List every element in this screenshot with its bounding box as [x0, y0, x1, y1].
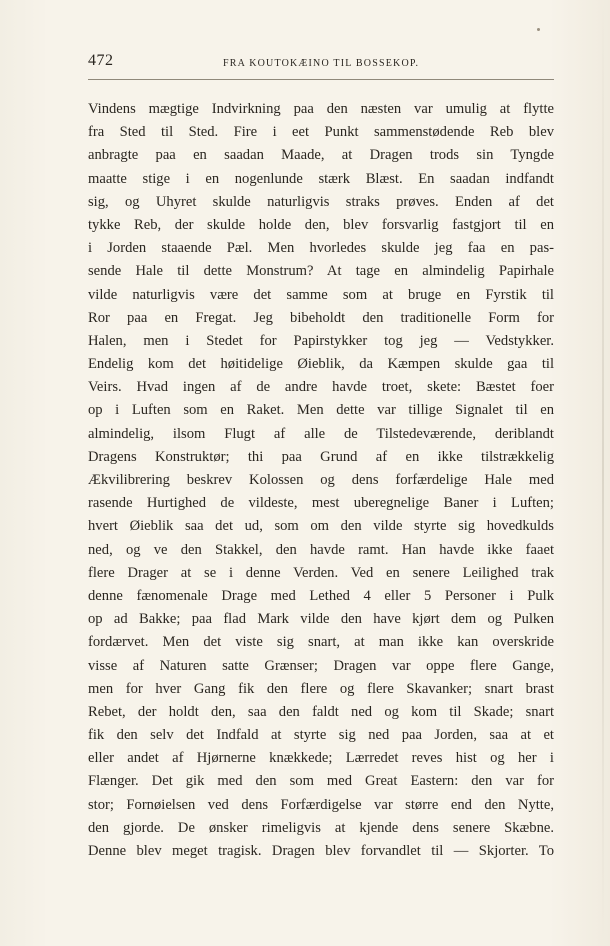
text-line: maatte stige i en nogenlunde stærk Blæst. En saadan indfandt	[88, 170, 554, 187]
text-line: anbragte paa en saadan Maade, at Dragen trods sin Tyngde	[88, 147, 554, 164]
text-line: Halen, men i Stedet for Papirstykker tog jeg — Vedstykker.	[88, 332, 554, 349]
text-line: fik den selv det Indfald at styrte sig ned paa Jorden, saa at et	[88, 727, 554, 744]
text-line: Dragens Konstruktør; thi paa Grund af en ikke tilstrækkelig	[88, 448, 554, 465]
text-line: rasende Hurtighed de vildeste, mest uberegnelige Baner i Luften;	[88, 495, 554, 512]
text-line: vilde naturligvis være det samme som at bruge en Fyrstik til	[88, 286, 554, 303]
page-edge-shadow	[602, 0, 604, 946]
text-line: Veirs. Hvad ingen af de andre havde troet, skete: Bæstet foer	[88, 379, 554, 396]
header-rule	[88, 79, 554, 80]
text-line: eller andet af Hjørnerne knækkede; Lærredet reves hist og her i	[88, 750, 554, 767]
text-line: fordærvet. Men det viste sig snart, at man ikke kan overskride	[88, 634, 554, 651]
text-line: almindelig, ilsom Flugt af alle de Tilstedeværende, deriblandt	[88, 425, 554, 442]
text-line: op i Luften som en Raket. Men dette var tillige Signalet til en	[88, 402, 554, 419]
text-line: visse af Naturen satte Grænser; Dragen var oppe flere Gange,	[88, 657, 554, 674]
text-line: stor; Fornøielsen ved dens Forfærdigelse var større end den Nytte,	[88, 796, 554, 813]
page-header	[88, 52, 554, 74]
text-line: Flænger. Det gik med den som med Great Eastern: den var for	[88, 773, 554, 790]
text-line: sig, og Uhyret skulde naturligvis straks prøves. Enden af det	[88, 193, 554, 210]
text-line: fra Sted til Sted. Fire i eet Punkt sammenstødende Reb blev	[88, 124, 554, 141]
text-line: Ækvilibrering beskrev Kolossen og dens forfærdelige Hale med	[88, 472, 554, 488]
text-line: Vindens mægtige Indvirkning paa den næsten var umulig at flytte	[88, 101, 554, 117]
page-number: 472	[88, 52, 114, 69]
body-text	[88, 98, 554, 863]
text-line: op ad Bakke; paa flad Mark vilde den have kjørt dem og Pulken	[88, 611, 554, 628]
text-line: Ror paa en Fregat. Jeg bibeholdt den traditionelle Form for	[88, 309, 554, 326]
text-line: denne fænomenale Drage med Lethed 4 eller 5 Personer i Pulk	[88, 587, 554, 604]
text-line: den gjorde. De ønsker rimeligvis at kjende dens senere Skæbne.	[88, 819, 554, 836]
text-line: hvert Øieblik saa det ud, som om den vilde styrte sig hovedkulds	[88, 518, 554, 535]
text-line: sende Hale til dette Monstrum? At tage en almindelig Papirhale	[88, 263, 554, 280]
text-line: Endelig kom det høitidelige Øieblik, da Kæmpen skulde gaa til	[88, 356, 554, 373]
text-line: i Jorden staaende Pæl. Men hvorledes skulde jeg faa en pas-	[88, 240, 554, 257]
text-line: Denne blev meget tragisk. Dragen blev forvandlet til — Skjorter. To	[88, 843, 554, 859]
running-head: FRA KOUTOKÆINO TIL BOSSEKOP.	[223, 58, 420, 69]
printer-speck	[537, 28, 540, 31]
text-line: flere Drager at se i denne Verden. Ved en senere Leilighed trak	[88, 564, 554, 581]
text-line: ned, og ve den Stakkel, den havde ramt. Han havde ikke faaet	[88, 541, 554, 558]
text-line: Rebet, der holdt den, saa den faldt ned og kom til Skade; snart	[88, 703, 554, 720]
text-line: men for hver Gang fik den flere og flere Skavanker; snart brast	[88, 680, 554, 697]
text-line: tykke Reb, der skulde holde den, blev forsvarlig fastgjort til en	[88, 216, 554, 233]
